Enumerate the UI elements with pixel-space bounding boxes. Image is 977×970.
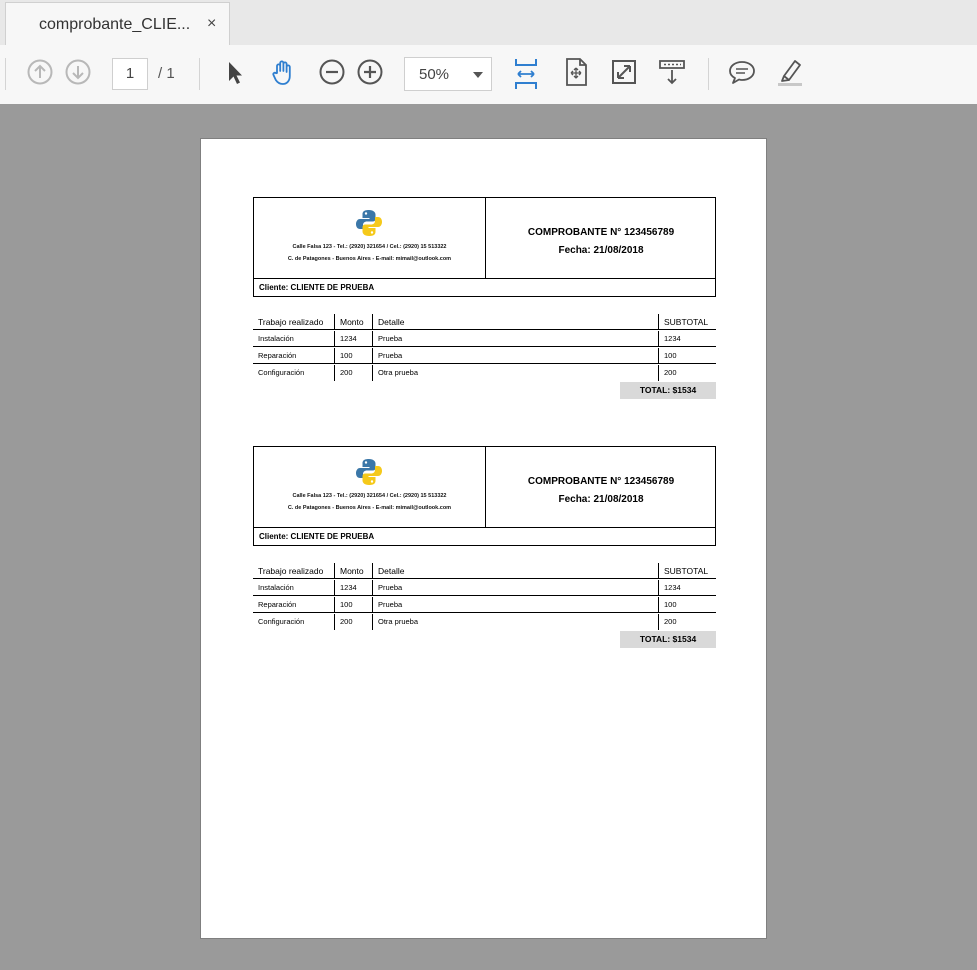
table-cell: Instalación [258,334,294,343]
tab-bar [0,0,977,46]
table-cell: Otra prueba [372,614,658,630]
table-cell: Prueba [372,331,658,347]
arrow-down-icon[interactable] [63,57,93,87]
receipt-header [253,197,716,279]
address-line: Calle Falsa 123 - Tel.: (2920) 321654 / Cel.: (2920) 15 513322 [292,244,447,250]
hand-tool-icon[interactable] [268,57,298,87]
column-header: SUBTOTAL [658,563,716,579]
table-cell: 100 [334,348,372,364]
table-header-row [253,314,716,330]
toolbar-divider [708,58,709,90]
highlight-icon[interactable] [775,57,805,87]
client-name: Cliente: CLIENTE DE PRUEBA [253,278,716,297]
receipt-date: Fecha: 21/08/2018 [558,245,644,256]
column-header: SUBTOTAL [658,314,716,330]
table-row [253,614,716,630]
zoom-out-icon[interactable] [317,57,347,87]
document-tab[interactable] [5,2,230,45]
address-line: Calle Falsa 123 - Tel.: (2920) 321654 / Cel.: (2920) 15 513322 [292,493,447,499]
table-cell: 100 [658,348,716,364]
python-logo-icon [355,209,383,237]
page-number-input[interactable]: 1 [112,58,148,90]
close-icon[interactable]: × [207,15,217,32]
table-cell: 100 [334,597,372,613]
column-header: Monto [334,563,372,579]
column-header: Detalle [372,563,658,579]
address-line: C. de Patagones - Buenos Aires - E-mail: mimail@outlook.com [287,505,452,511]
table-cell: Prueba [372,597,658,613]
zoom-select[interactable] [404,57,492,91]
zoom-value: 50% [419,66,450,83]
table-cell: 200 [334,365,372,381]
zoom-in-icon[interactable] [355,57,385,87]
table-cell: 200 [658,365,716,381]
fit-page-icon[interactable] [561,57,591,87]
table-row [253,331,716,347]
table-row [253,580,716,596]
table-cell: 200 [658,614,716,630]
toolbar-divider [5,58,6,90]
chevron-down-icon [473,72,483,78]
receipt-header [253,446,716,528]
toolbar-divider [199,58,200,90]
total-amount: TOTAL: $1534 [620,382,716,399]
table-row [253,348,716,364]
table-cell: Reparación [258,600,297,609]
document-viewer[interactable] [0,104,977,970]
table-cell: 100 [658,597,716,613]
table-cell: 1234 [658,331,716,347]
client-name: Cliente: CLIENTE DE PRUEBA [253,527,716,546]
table-cell: 1234 [334,580,372,596]
select-cursor-icon[interactable] [220,57,250,87]
table-cell: Configuración [258,617,305,626]
comprobante-number: COMPROBANTE N° 123456789 [527,476,675,487]
table-cell: Instalación [258,583,294,592]
scroll-mode-icon[interactable] [657,57,687,87]
total-amount: TOTAL: $1534 [620,631,716,648]
table-row [253,365,716,381]
tab-title: comprobante_CLIE... [39,16,191,33]
toolbar [0,45,977,105]
table-cell: Prueba [372,348,658,364]
receipt-date: Fecha: 21/08/2018 [558,494,644,505]
table-cell: Configuración [258,368,305,377]
table-row [253,597,716,613]
table-header-row [253,563,716,579]
column-header: Monto [334,314,372,330]
table-cell: 1234 [658,580,716,596]
table-cell: Otra prueba [372,365,658,381]
python-logo-icon [355,458,383,486]
comment-icon[interactable] [727,57,757,87]
header-divider [485,447,486,527]
table-cell: Prueba [372,580,658,596]
fullscreen-icon[interactable] [609,57,639,87]
table-cell: 200 [334,614,372,630]
column-header: Trabajo realizado [258,317,324,327]
table-cell: Reparación [258,351,297,360]
fit-width-icon[interactable] [511,57,541,91]
pdf-page [200,138,767,939]
page-total: / 1 [158,65,175,82]
address-line: C. de Patagones - Buenos Aires - E-mail: mimail@outlook.com [287,256,452,262]
table-cell: 1234 [334,331,372,347]
arrow-up-icon[interactable] [25,57,55,87]
comprobante-number: COMPROBANTE N° 123456789 [527,227,675,238]
header-divider [485,198,486,278]
column-header: Detalle [372,314,658,330]
column-header: Trabajo realizado [258,566,324,576]
